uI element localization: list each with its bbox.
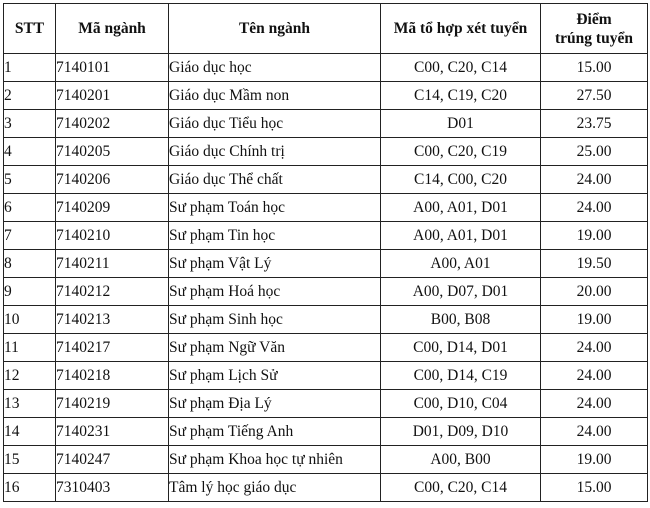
cell-name: Sư phạm Hoá học [169, 278, 381, 306]
table-row [4, 334, 648, 362]
cell-name: Sư phạm Tin học [169, 222, 381, 250]
cell-stt: 2 [4, 82, 56, 110]
cell-code: 7140247 [56, 446, 169, 474]
cell-code: 7310403 [56, 474, 169, 502]
cell-stt: 11 [4, 334, 56, 362]
header-stt: STT [4, 4, 56, 54]
table-row [4, 418, 648, 446]
cell-score: 24.00 [541, 334, 648, 362]
table-row [4, 306, 648, 334]
cell-name: Giáo dục Chính trị [169, 138, 381, 166]
cell-name: Sư phạm Khoa học tự nhiên [169, 446, 381, 474]
header-code: Mã ngành [56, 4, 169, 54]
table-row [4, 82, 648, 110]
cell-score: 15.00 [541, 474, 648, 502]
cell-name: Tâm lý học giáo dục [169, 474, 381, 502]
cell-stt: 14 [4, 418, 56, 446]
cell-score: 20.00 [541, 278, 648, 306]
cell-stt: 16 [4, 474, 56, 502]
cell-code: 7140201 [56, 82, 169, 110]
cell-score: 24.00 [541, 418, 648, 446]
cell-code: 7140218 [56, 362, 169, 390]
cell-combo: C00, D14, C19 [381, 362, 541, 390]
cell-stt: 13 [4, 390, 56, 418]
header-score-line1: Điểm [576, 10, 612, 28]
table-row [4, 474, 648, 502]
cell-name: Sư phạm Địa Lý [169, 390, 381, 418]
header-score-line2: trúng tuyển [555, 29, 633, 47]
admission-scores-table [3, 3, 648, 502]
cell-code: 7140211 [56, 250, 169, 278]
cell-score: 24.00 [541, 166, 648, 194]
cell-combo: C00, C20, C14 [381, 54, 541, 82]
table-row [4, 166, 648, 194]
cell-combo: D01 [381, 110, 541, 138]
cell-code: 7140212 [56, 278, 169, 306]
cell-score: 25.00 [541, 138, 648, 166]
table-row [4, 194, 648, 222]
cell-stt: 7 [4, 222, 56, 250]
cell-combo: A00, B00 [381, 446, 541, 474]
cell-code: 7140231 [56, 418, 169, 446]
cell-stt: 5 [4, 166, 56, 194]
cell-combo: B00, B08 [381, 306, 541, 334]
table-row [4, 278, 648, 306]
table-row [4, 446, 648, 474]
header-combo: Mã tổ hợp xét tuyển [381, 4, 541, 54]
cell-code: 7140202 [56, 110, 169, 138]
cell-stt: 3 [4, 110, 56, 138]
cell-name: Sư phạm Toán học [169, 194, 381, 222]
cell-score: 19.50 [541, 250, 648, 278]
table-row [4, 110, 648, 138]
table-body [4, 54, 648, 502]
cell-stt: 4 [4, 138, 56, 166]
cell-combo: A00, D07, D01 [381, 278, 541, 306]
cell-combo: A00, A01, D01 [381, 222, 541, 250]
header-row [4, 4, 648, 54]
table-row [4, 138, 648, 166]
cell-score: 19.00 [541, 222, 648, 250]
cell-score: 24.00 [541, 194, 648, 222]
cell-score: 24.00 [541, 362, 648, 390]
cell-name: Sư phạm Sinh học [169, 306, 381, 334]
cell-score: 24.00 [541, 390, 648, 418]
cell-code: 7140205 [56, 138, 169, 166]
cell-score: 15.00 [541, 54, 648, 82]
cell-name: Giáo dục Thể chất [169, 166, 381, 194]
table-header [4, 4, 648, 54]
cell-score: 19.00 [541, 446, 648, 474]
table-row [4, 222, 648, 250]
cell-combo: C00, C20, C19 [381, 138, 541, 166]
cell-score: 19.00 [541, 306, 648, 334]
cell-stt: 8 [4, 250, 56, 278]
cell-stt: 1 [4, 54, 56, 82]
table-row [4, 390, 648, 418]
cell-stt: 10 [4, 306, 56, 334]
cell-name: Giáo dục học [169, 54, 381, 82]
cell-code: 7140209 [56, 194, 169, 222]
cell-name: Giáo dục Mầm non [169, 82, 381, 110]
cell-combo: C14, C19, C20 [381, 82, 541, 110]
header-score [541, 4, 648, 54]
cell-name: Sư phạm Tiếng Anh [169, 418, 381, 446]
header-name: Tên ngành [169, 4, 381, 54]
cell-code: 7140217 [56, 334, 169, 362]
cell-name: Giáo dục Tiểu học [169, 110, 381, 138]
cell-stt: 9 [4, 278, 56, 306]
cell-stt: 12 [4, 362, 56, 390]
cell-stt: 15 [4, 446, 56, 474]
cell-score: 27.50 [541, 82, 648, 110]
table-row [4, 362, 648, 390]
cell-name: Sư phạm Lịch Sử [169, 362, 381, 390]
cell-name: Sư phạm Ngữ Văn [169, 334, 381, 362]
cell-combo: C14, C00, C20 [381, 166, 541, 194]
cell-combo: A00, A01 [381, 250, 541, 278]
cell-code: 7140101 [56, 54, 169, 82]
cell-code: 7140206 [56, 166, 169, 194]
cell-combo: C00, D14, D01 [381, 334, 541, 362]
cell-name: Sư phạm Vật Lý [169, 250, 381, 278]
cell-score: 23.75 [541, 110, 648, 138]
table-row [4, 250, 648, 278]
cell-combo: C00, D10, C04 [381, 390, 541, 418]
cell-code: 7140210 [56, 222, 169, 250]
cell-combo: D01, D09, D10 [381, 418, 541, 446]
table-row [4, 54, 648, 82]
cell-stt: 6 [4, 194, 56, 222]
cell-code: 7140213 [56, 306, 169, 334]
cell-combo: A00, A01, D01 [381, 194, 541, 222]
cell-combo: C00, C20, C14 [381, 474, 541, 502]
cell-code: 7140219 [56, 390, 169, 418]
